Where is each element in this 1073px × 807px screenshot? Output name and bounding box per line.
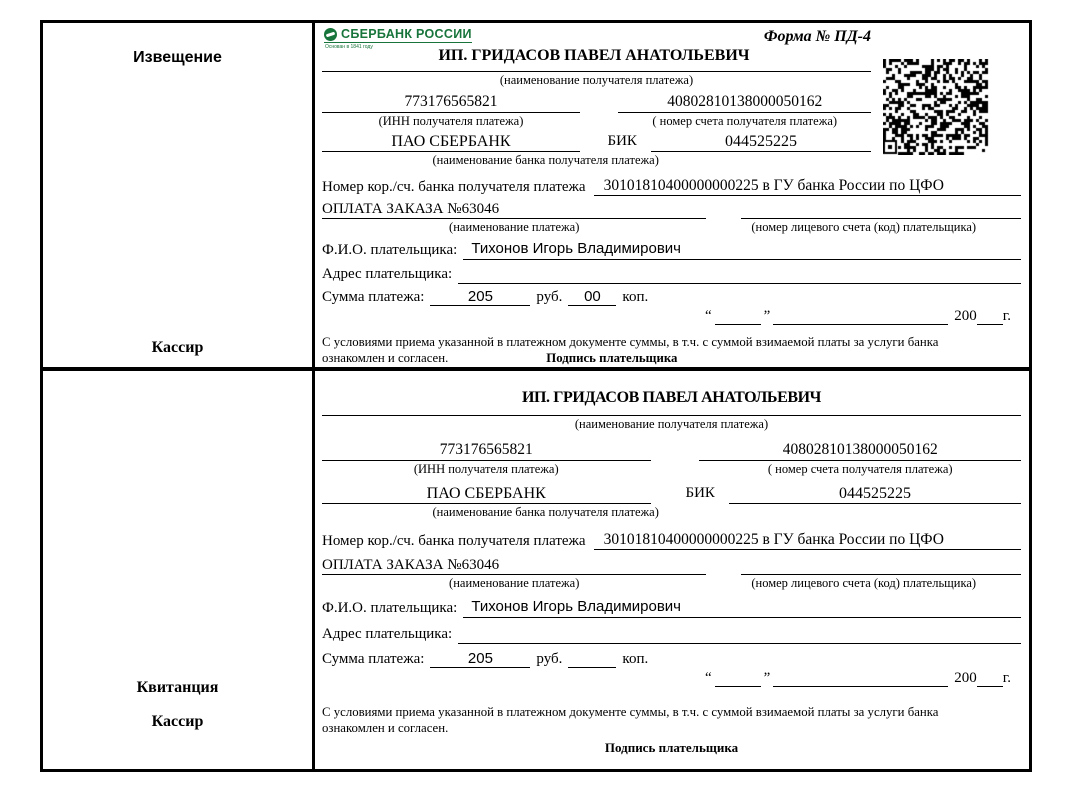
bank-name-receipt: ПАО СБЕРБАНК xyxy=(322,485,651,504)
payer-address-receipt xyxy=(458,624,1021,644)
payer-name-notice: Тихонов Игорь Владимирович xyxy=(463,240,1021,260)
agreement-line1-receipt: С условиями приема указанной в платежном документе суммы, в т.ч. с суммой взимаемой платы за услуги банка xyxy=(322,704,939,719)
section-receipt xyxy=(43,371,1029,769)
notice-stub-cell xyxy=(43,23,315,367)
sberbank-logo-text: СБЕРБАНК РОССИИ xyxy=(341,27,472,41)
payer-name-receipt: Тихонов Игорь Владимирович xyxy=(463,598,1021,618)
payee-name-notice: ИП. ГРИДАСОВ ПАВЕЛ АНАТОЛЬЕВИЧ xyxy=(438,47,750,64)
year-prefix-receipt: 200 xyxy=(954,669,977,686)
kop-label-receipt: коп. xyxy=(622,650,649,667)
corr-value-receipt: 30101810400000000225 в ГУ банка России по ЦФО xyxy=(594,531,1021,550)
bik-value-notice: 044525225 xyxy=(651,133,871,152)
payment-name-receipt: ОПЛАТА ЗАКАЗА №63046 xyxy=(322,557,706,575)
inn-caption-receipt: (ИНН получателя платежа) xyxy=(413,461,559,476)
bank-caption-notice: (наименование банка получателя платежа) xyxy=(432,153,659,168)
account-value-receipt: 40802810138000050162 xyxy=(699,441,1021,461)
date-quote-open-receipt: “ xyxy=(704,669,712,686)
year-field-receipt xyxy=(977,672,1003,687)
payment-name-notice: ОПЛАТА ЗАКАЗА №63046 xyxy=(322,201,706,219)
sberbank-logo-icon xyxy=(324,28,337,41)
signature-label-receipt: Подпись плательщика xyxy=(604,740,739,756)
year-suffix-receipt: г. xyxy=(1002,669,1011,686)
inn-value-receipt: 773176565821 xyxy=(322,441,651,461)
agreement-line2-notice: ознакомлен и согласен. xyxy=(322,351,449,366)
sberbank-logo-tagline: Основан в 1841 году xyxy=(325,44,373,50)
agreement-line1-notice: С условиями приема указанной в платежном документе суммы, в т.ч. с суммой взимаемой платы за услуги банка xyxy=(322,334,939,349)
date-month-field-receipt xyxy=(773,672,948,687)
bik-value-receipt: 044525225 xyxy=(729,485,1021,504)
corr-label-notice: Номер кор./сч. банка получателя платежа xyxy=(322,178,586,195)
bik-label-receipt: БИК xyxy=(685,485,715,502)
receipt-title: Квитанция xyxy=(136,679,219,696)
signature-label-notice: Подпись плательщика xyxy=(546,351,678,366)
bank-caption-receipt: (наименование банка получателя платежа) xyxy=(432,505,659,520)
account-caption-notice: ( номер счета получателя платежа) xyxy=(652,113,838,128)
date-month-field-notice xyxy=(773,310,948,325)
date-quote-close-notice: ” xyxy=(763,307,771,324)
amount-rub-notice: 205 xyxy=(430,288,530,306)
notice-body xyxy=(315,23,1029,367)
rub-label-notice: руб. xyxy=(536,288,563,305)
payee-name-receipt: ИП. ГРИДАСОВ ПАВЕЛ АНАТОЛЬЕВИЧ xyxy=(521,389,822,406)
kop-label-notice: коп. xyxy=(622,288,649,305)
amount-label-receipt: Сумма платежа: xyxy=(322,650,425,667)
payee-caption-receipt: (наименование получателя платежа) xyxy=(574,417,769,431)
fio-label-notice: Ф.И.О. плательщика: xyxy=(322,241,458,258)
qr-code xyxy=(883,59,989,155)
inn-caption-notice: (ИНН получателя платежа) xyxy=(378,113,524,128)
corr-value-notice: 30101810400000000225 в ГУ банка России по ЦФО xyxy=(594,177,1021,196)
account-caption-receipt: ( номер счета получателя платежа) xyxy=(767,461,953,476)
address-label-notice: Адрес плательщика: xyxy=(322,265,453,282)
notice-title: Извещение xyxy=(133,49,222,66)
account-value-notice: 40802810138000050162 xyxy=(618,93,871,113)
rub-label-receipt: руб. xyxy=(536,650,563,667)
personal-account-field-receipt xyxy=(741,556,1021,575)
year-suffix-notice: г. xyxy=(1002,307,1011,324)
agreement-line2-receipt: ознакомлен и согласен. xyxy=(322,721,449,736)
inn-value-notice: 773176565821 xyxy=(322,93,580,113)
amount-kop-receipt xyxy=(568,667,616,668)
fio-label-receipt: Ф.И.О. плательщика: xyxy=(322,599,458,616)
payment-caption-notice: (наименование платежа) xyxy=(449,219,580,234)
date-quote-open-notice: “ xyxy=(704,307,712,324)
section-notice xyxy=(43,23,1029,371)
cashier-label-receipt: Кассир xyxy=(151,713,204,730)
address-label-receipt: Адрес плательщика: xyxy=(322,625,453,642)
payee-caption-notice: (наименование получателя платежа) xyxy=(499,73,694,87)
bank-name-notice: ПАО СБЕРБАНК xyxy=(322,133,580,152)
receipt-body xyxy=(315,371,1029,769)
amount-kop-notice: 00 xyxy=(568,288,616,306)
form-number-label: Форма № ПД-4 xyxy=(763,28,871,45)
payer-address-notice xyxy=(458,264,1021,284)
bik-label-notice: БИК xyxy=(607,133,637,150)
personal-account-field-notice xyxy=(741,200,1021,219)
date-quote-close-receipt: ” xyxy=(763,669,771,686)
cashier-label-notice: Кассир xyxy=(151,339,204,356)
date-day-field-receipt xyxy=(715,672,761,687)
payment-form-pd4 xyxy=(40,20,1032,772)
year-field-notice xyxy=(977,310,1003,325)
personal-account-caption-notice: (номер лицевого счета (код) плательщика) xyxy=(751,219,977,234)
amount-rub-receipt: 205 xyxy=(430,650,530,668)
year-prefix-notice: 200 xyxy=(954,307,977,324)
payment-caption-receipt: (наименование платежа) xyxy=(449,575,580,590)
personal-account-caption-receipt: (номер лицевого счета (код) плательщика) xyxy=(751,575,977,590)
date-day-field-notice xyxy=(715,310,761,325)
amount-label-notice: Сумма платежа: xyxy=(322,288,425,305)
corr-label-receipt: Номер кор./сч. банка получателя платежа xyxy=(322,532,586,549)
receipt-stub-cell xyxy=(43,371,315,769)
